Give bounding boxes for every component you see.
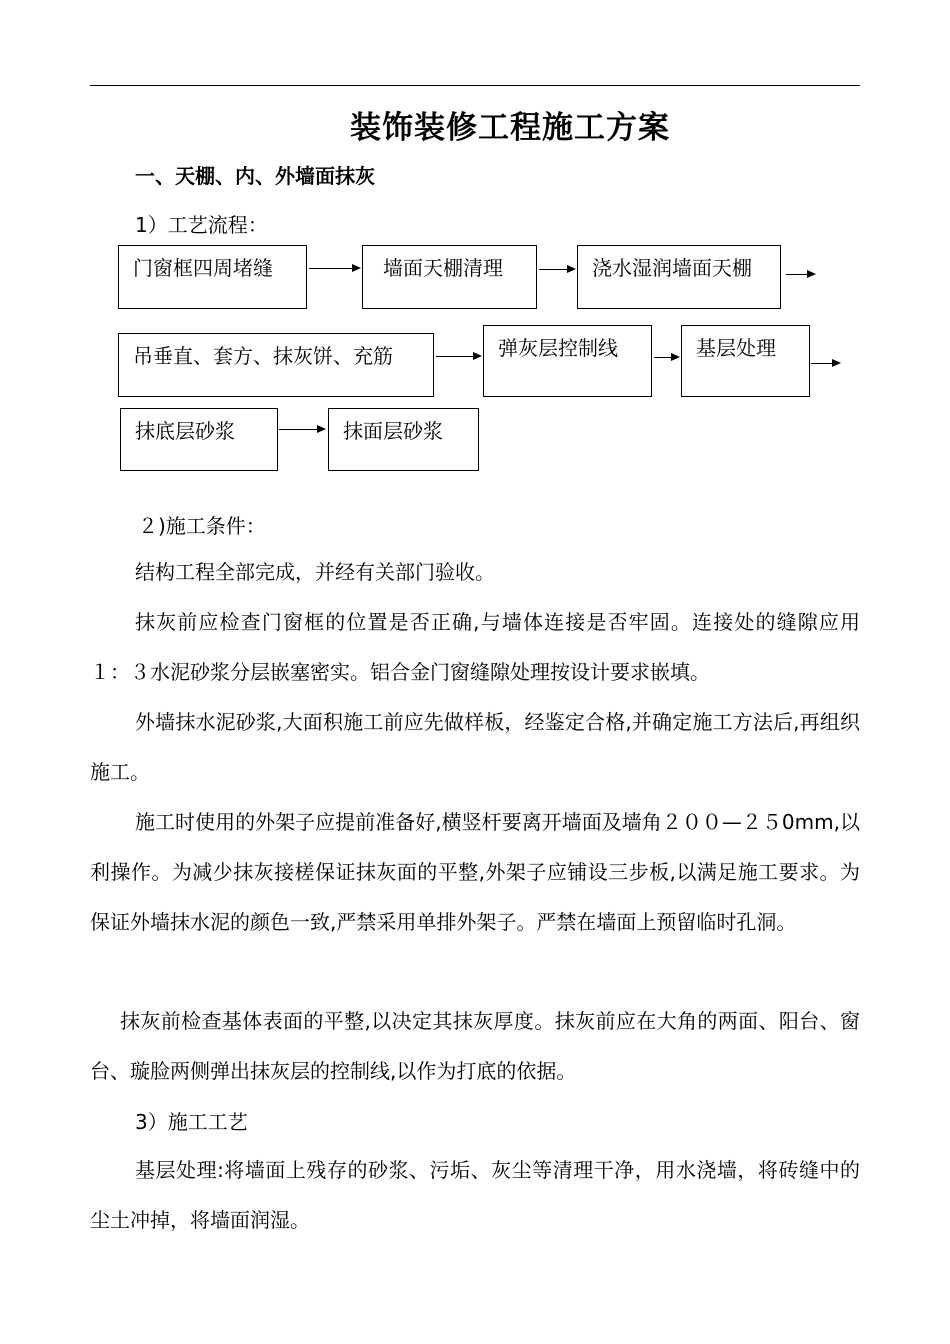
paragraph-5: 抹灰前检查基体表面的平整,以决定其抹灰厚度。抹灰前应在大角的两面、阳台、窗台、璇脸两侧弹出抹灰层的控制线,以作为打底的依据。	[90, 1009, 860, 1083]
header-rule	[90, 85, 860, 86]
flow-arrow	[786, 274, 814, 275]
flow-step-2: 墙面天棚清理	[362, 245, 537, 309]
section-heading: 一、天棚、内、外墙面抹灰	[135, 164, 375, 188]
flow-step-7: 抹底层砂浆	[120, 408, 278, 471]
paragraph-2: 抹灰前应检查门窗框的位置是否正确,与墙体连接是否牢固。连接处的缝隙应用１：３水泥砂浆分层嵌塞密实。铝合金门窗缝隙处理按设计要求嵌填。	[90, 610, 860, 684]
document-title: 装饰装修工程施工方案	[350, 110, 670, 146]
flow-arrow	[539, 269, 574, 270]
flow-step-4: 吊垂直、套方、抹灰饼、充筋	[118, 333, 434, 397]
paragraph-4: 施工时使用的外架子应提前准备好,横竖杆要离开墙面及墙角２００—２５0mm,以利操作。为减少抹灰接槎保证抹灰面的平整,外架子应铺设三步板,以满足施工要求。为保证外墙抹水泥的颜色一致,严禁采用单排外架子。严禁在墙面上预留临时孔洞。	[90, 810, 860, 934]
flow-arrow	[654, 357, 678, 358]
flow-label: 1）工艺流程：	[135, 213, 268, 237]
conditions-label: ２)施工条件：	[138, 514, 266, 538]
process-paragraph: 基层处理:将墙面上残存的砂浆、污垢、灰尘等清理干净，用水浇墙，将砖缝中的尘土冲掉，将墙面润湿。	[90, 1158, 860, 1232]
flow-arrow	[309, 268, 359, 269]
process-label: 3）施工工艺	[135, 1110, 248, 1134]
flow-arrow	[436, 356, 480, 357]
paragraph-3: 外墙抹水泥砂浆,大面积施工前应先做样板，经鉴定合格,并确定施工方法后,再组织施工。	[90, 710, 860, 784]
flow-step-1: 门窗框四周堵缝	[118, 245, 307, 309]
flow-step-6: 基层处理	[681, 325, 810, 397]
paragraph-1: 结构工程全部完成，并经有关部门验收。	[135, 560, 495, 584]
flow-step-3: 浇水湿润墙面天棚	[577, 245, 781, 309]
flow-arrow	[811, 363, 839, 364]
flow-step-8: 抹面层砂浆	[328, 408, 479, 471]
flow-step-5: 弹灰层控制线	[483, 325, 652, 397]
flow-arrow	[279, 429, 324, 430]
